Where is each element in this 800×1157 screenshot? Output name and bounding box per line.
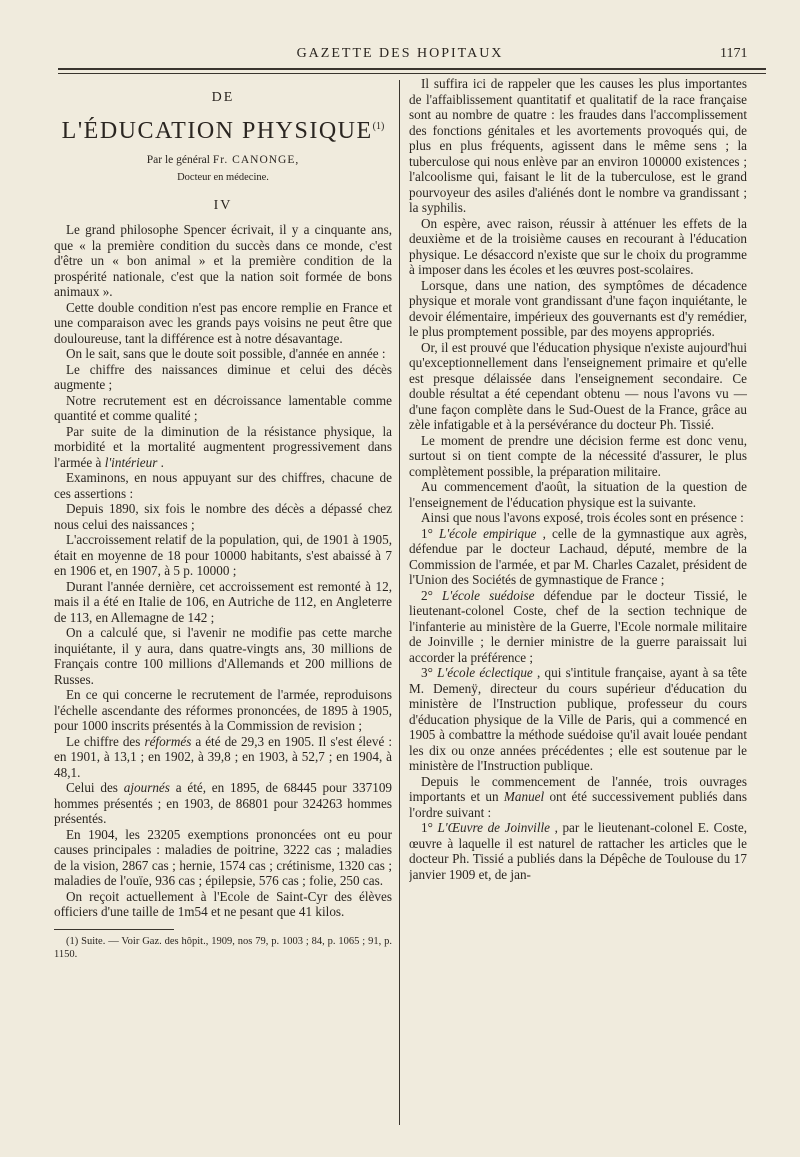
footnote-rule (54, 929, 174, 930)
paragraph (54, 501, 392, 532)
paragraph-text: Depuis 1890, six fois le nombre des décès a dépassé chez nous celui des naissances ; (54, 501, 392, 532)
paragraph-text: Au commencement d'août, la situation de la question de l'enseignement de l'éducation physique est la suivante. (409, 479, 747, 510)
paragraph-text: ont été successivement publiés dans l'ordre suivant : (409, 789, 747, 820)
paragraph-text: , par le lieutenant-colonel E. Coste, œuvre à laquelle il est naturel de rattacher les articles que le docteur Ph. Tissié a publiés dans la Dépêche de Toulouse du 17 janvier 1909 et, de jan- (409, 820, 747, 882)
paragraph-text: a été de 29,3 en 1905. Il s'est élevé : en 1901, à 13,1 ; en 1902, à 39,8 ; en 1903, à 52,7 ; en 1904, à 48,1. (54, 733, 392, 780)
paragraph-text: Depuis le commencement de l'année, trois ouvrages importants et un (409, 773, 747, 804)
column-divider (399, 80, 400, 1125)
emphasis: L'école éclectique (437, 665, 533, 680)
paragraph-text: . (160, 454, 164, 470)
title-footnote-marker: (1) (372, 120, 385, 132)
paragraph-text: Notre recrutement est en décroissance lamentable comme quantité et comme qualité ; (54, 392, 392, 423)
paragraph (54, 532, 392, 579)
paragraph (409, 433, 747, 480)
paragraph-text: L'accroissement relatif de la population, qui, de 1901 à 1905, était en moyenne de 18 pour 10000 habitants, s'est abaissé à 7 en 1906 et, en 1907, à 5 p. 10000 ; (54, 532, 392, 578)
header-rule-thick (58, 68, 766, 70)
author-degree: Docteur en médecine. (177, 172, 269, 183)
paragraph (54, 300, 392, 347)
paragraph-text: 3° (421, 665, 438, 680)
paragraph-text: Il suffira ici de rappeler que les causes les plus importantes de l'affaiblissement quantitatif et qualitatif de la race française sont au nombre de quatre : les fraudes dans l'accomplissement des fonctions génitales et les avortements provoqués qui, de plus en plus fréquents, agissent dans le même sens ; la tuberculose qui nous enlève par an environ 100000 existences ; l'alcoolisme qui, faisant le lit de la tuberculose, est le grand pourvoyeur des asiles d'aliénés dont le nombre va grandissant ; la syphilis. (409, 76, 747, 215)
paragraph (409, 526, 747, 588)
article-title (54, 113, 392, 145)
paragraph-text: En ce qui concerne le recrutement de l'armée, reproduisons l'échelle ascendante des réformes prononcées, de 1895 à 1905, pour 1000 inscrits présentés à la Commission de revision ; (54, 687, 392, 733)
emphasis: réformés (144, 733, 192, 749)
emphasis: l'intérieur (104, 454, 158, 470)
right-column (409, 76, 747, 1126)
paragraph (54, 579, 392, 626)
paragraph-text: 1° (421, 525, 439, 541)
paragraph (409, 216, 747, 278)
paragraph (54, 470, 392, 501)
paragraph (54, 346, 392, 362)
paragraph-text: a été, en 1895, de 68445 pour 337109 hommes présentés ; en 1903, de 86801 pour 324263 hommes présentés. (54, 780, 392, 826)
paragraph (54, 625, 392, 687)
paragraph (54, 393, 392, 424)
paragraph-text: Le moment de prendre une décision ferme est donc venu, surtout si on tient compte de la nécessité d'assurer, le plus complètement possible, la préparation militaire. (409, 432, 747, 479)
paragraph (54, 780, 392, 827)
paragraph-text: Le chiffre des (66, 733, 141, 749)
paragraph-text: Par suite de la diminution de la résistance physique, la morbidité et la mortalité augmentent progressivement dans l'armée à (54, 423, 392, 470)
paragraph (54, 362, 392, 393)
paragraph-text: On reçoit actuellement à l'Ecole de Saint-Cyr des élèves officiers d'une taille de 1m54 et ne pesant que 41 kilos. (54, 888, 392, 919)
paragraph-text: On le sait, sans que le doute soit possible, d'année en année : (66, 346, 386, 361)
paragraph-text: , qui s'intitule française, ayant à sa tête M. Demenÿ, directeur du cours supérieur d'éducation du ministère de l'Instruction publique, professeur du cours d'éducation physique de la Ville de Paris, qui a commencé en 1905 à combattre la méthode suédoise qu'il avait louée pendant les dix ou onze années précédentes ; elle est soutenue par le ministère de l'Instruction publique. (409, 665, 747, 773)
paragraph (54, 734, 392, 781)
paragraph (409, 278, 747, 340)
paragraph (409, 479, 747, 510)
left-column-body (54, 222, 392, 920)
paragraph-text: Celui des (66, 780, 118, 795)
paragraph-text: Ainsi que nous l'avons exposé, trois écoles sont en présence : (421, 510, 744, 525)
emphasis: L'école suédoise (441, 587, 535, 603)
byline-prefix: Par le général (146, 153, 210, 166)
paragraph-text: défendue par le docteur Tissié, le lieutenant-colonel Coste, chef de la section technique de l'infanterie au ministère de la Guerre, l'Ecole normale militaire de Joinville ; le dernier ministre de la guerre paraissait lui accorder la préférence ; (409, 587, 747, 665)
article-title-text: L'ÉDUCATION PHYSIQUE (61, 117, 373, 144)
paragraph-text: 1° (421, 820, 438, 835)
running-header-title: GAZETTE DES HOPITAUX (296, 46, 504, 61)
emphasis: L'Œuvre de Joinville (437, 820, 550, 835)
paragraph (409, 665, 747, 774)
paragraph-text: Or, il est prouvé que l'éducation physique n'existe aujourd'hui qu'exceptionnellement dans l'enseignement primaire et qu'elle est presque délaissée dans l'enseignement secondaire. Ce double résultat a été cependant obtenu — nous l'avons vu — d'une façon complète dans le Sud-Ouest de la France, grâce au zèle infatigable et à la persévérance du docteur Ph. Tissié. (409, 339, 747, 432)
paragraph-text: En 1904, les 23205 exemptions prononcées ont eu pour causes principales : maladies de poitrine, 3222 cas ; maladies de la vision, 2867 cas ; hernie, 1574 cas ; crétinisme, 1320 cas ; maladies de l'ouïe, 936 cas ; épilepsie, 576 cas ; folie, 250 cas. (54, 826, 392, 888)
byline (54, 153, 392, 169)
right-column-body (409, 76, 747, 882)
paragraph-text: 2° (421, 587, 442, 603)
paragraph-text: Durant l'année dernière, cet accroissement est remonté à 12, mais il a été en Italie de 106, en Autriche de 112, en Angleterre de 113, en Allemagne de 142 ; (54, 578, 392, 625)
paragraph (54, 222, 392, 300)
paragraph (409, 340, 747, 433)
paragraph (409, 76, 747, 216)
paragraph (409, 774, 747, 821)
left-column (54, 76, 392, 1126)
header-rule-thin (58, 73, 766, 74)
paragraph-text: Cette double condition n'est pas encore remplie en France et une comparaison avec les grands pays voisins ne peut être que douloureuse, tant la différence est à notre désavantage. (54, 299, 392, 346)
author-name: Fr. CANONGE, (212, 153, 300, 166)
page-number: 1171 (720, 46, 748, 61)
paragraph (54, 889, 392, 920)
paragraph (409, 820, 747, 882)
emphasis: ajournés (123, 780, 170, 795)
paragraph (54, 687, 392, 734)
emphasis: L'école empirique (438, 525, 537, 541)
emphasis: Manuel (503, 789, 545, 804)
paragraph-text: Le chiffre des naissances diminue et celui des décès augmente ; (54, 361, 392, 392)
paragraph-text: Examinons, en nous appuyant sur des chiffres, chacune de ces assertions : (54, 470, 392, 501)
paragraph (54, 424, 392, 471)
section-number: IV (213, 197, 233, 213)
paragraph-text: Lorsque, dans une nation, des symptômes de décadence physique et morale vont grandissant d'une façon inquiétante, le devoir élémentaire, impérieux des gouvernants est d'y remédier, le plus promptement possible, par des moyens appropriés. (409, 277, 747, 339)
paragraph-text: On a calculé que, si l'avenir ne modifie pas cette marche inquiétante, il y aura, dans quatre-vingts ans, 30 millions de Français contre 100 millions d'Allemands et 200 millions de Russes. (54, 625, 392, 687)
paragraph (409, 588, 747, 666)
paragraph-text: Le grand philosophe Spencer écrivait, il y a cinquante ans, que « la première condition du succès dans ce monde, c'est d'être un « bon animal » et la première condition de la prospérité nationale, c'est que la nation soit formée de bons animaux ». (54, 222, 392, 299)
paragraph-text: On espère, avec raison, réussir à atténuer les effets de la deuxième et de la troisième causes en recourant à l'éducation physique. Le désaccord n'existe que sur le choix du programme à imposer dans les écoles et les œuvres post-scolaires. (409, 215, 747, 277)
paragraph (409, 510, 747, 526)
footnote: (1) Suite. — Voir Gaz. des hôpit., 1909, nos 79, p. 1003 ; 84, p. 1065 ; 91, p. 1150. (54, 935, 392, 960)
article-pre-title: DE (211, 90, 235, 105)
paragraph-text: , celle de la gymnastique aux agrès, défendue par le docteur Lachaud, député, membre de la Commission de l'armée, et par M. Charles Cazalet, président de l'Union des Sociétés de gymnastique de France ; (409, 525, 747, 587)
paragraph (54, 827, 392, 889)
